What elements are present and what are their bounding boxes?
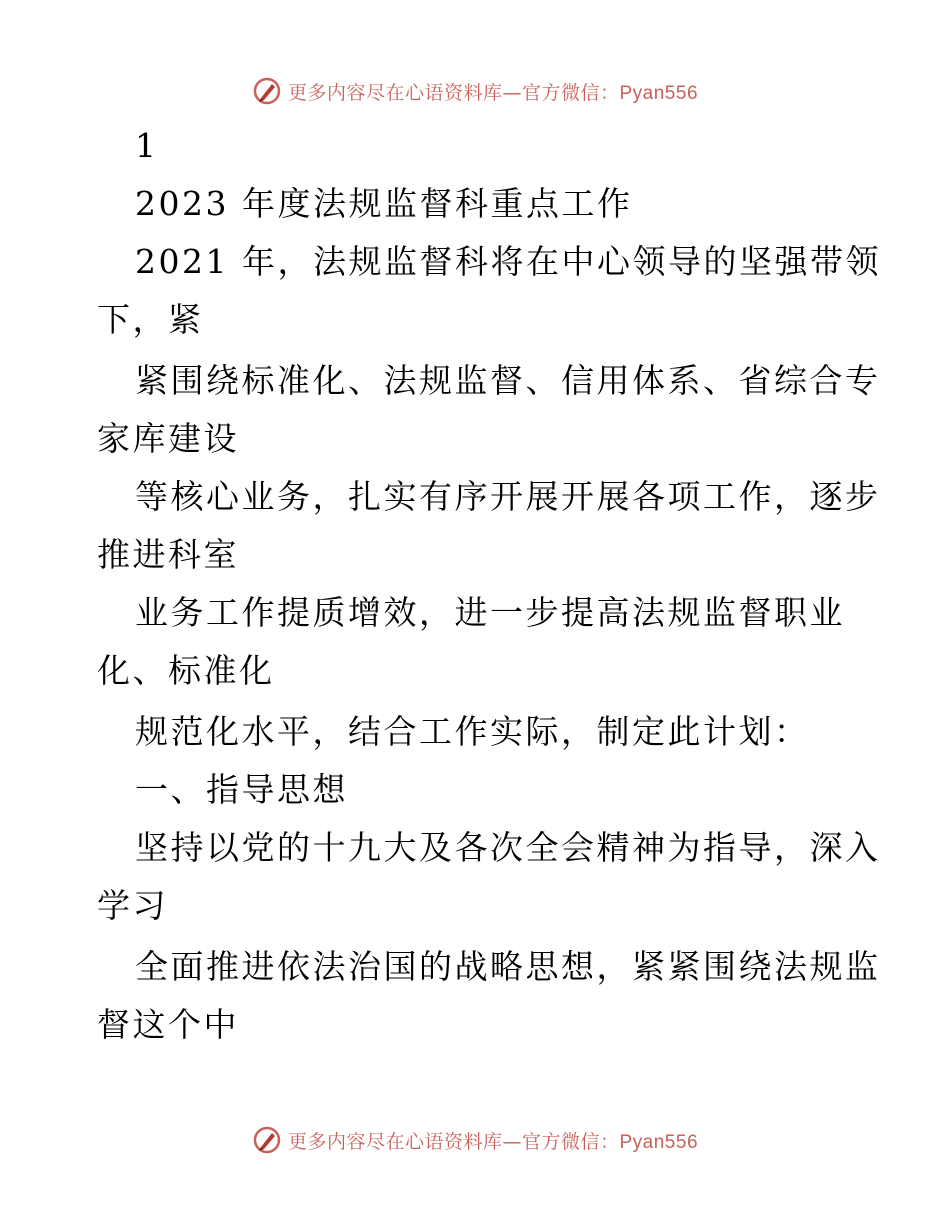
header-watermark — [0, 71, 950, 111]
paragraph-line: 督这个中 — [97, 1005, 239, 1044]
paragraph-line: 下，紧 — [97, 300, 204, 339]
page-number: 1 — [135, 126, 159, 165]
section-heading: 一、指导思想 — [135, 770, 348, 809]
paragraph-line: 规范化水平，结合工作实际，制定此计划： — [135, 712, 810, 751]
watermark-text — [288, 78, 698, 105]
paragraph-line: 紧围绕标准化、法规监督、信用体系、省综合专 — [135, 361, 881, 400]
pen-logo-icon — [252, 1125, 282, 1155]
paragraph-line: 化、标准化 — [97, 651, 275, 690]
watermark-text — [288, 1127, 698, 1154]
paragraph-line: 业务工作提质增效，进一步提高法规监督职业 — [135, 593, 845, 632]
paragraph-line: 等核心业务，扎实有序开展开展各项工作，逐步 — [135, 477, 881, 516]
document-title: 2023 年度法规监督科重点工作 — [135, 184, 633, 223]
paragraph-line: 家库建设 — [97, 419, 239, 458]
paragraph-line: 推进科室 — [97, 535, 239, 574]
watermark-label: 更多内容尽在心语资料库—官方微信： — [287, 1130, 620, 1153]
paragraph-line: 2021 年，法规监督科将在中心领导的坚强带领 — [135, 242, 881, 281]
watermark-label: 更多内容尽在心语资料库—官方微信： — [287, 81, 620, 104]
pen-logo-icon — [252, 76, 282, 106]
paragraph-line: 全面推进依法治国的战略思想，紧紧围绕法规监 — [135, 947, 881, 986]
watermark-wechat-id: Pyan556 — [619, 82, 699, 104]
paragraph-line: 学习 — [97, 886, 168, 925]
paragraph-line: 坚持以党的十九大及各次全会精神为指导，深入 — [135, 828, 881, 867]
watermark-wechat-id: Pyan556 — [619, 1131, 699, 1153]
footer-watermark — [0, 1120, 950, 1160]
